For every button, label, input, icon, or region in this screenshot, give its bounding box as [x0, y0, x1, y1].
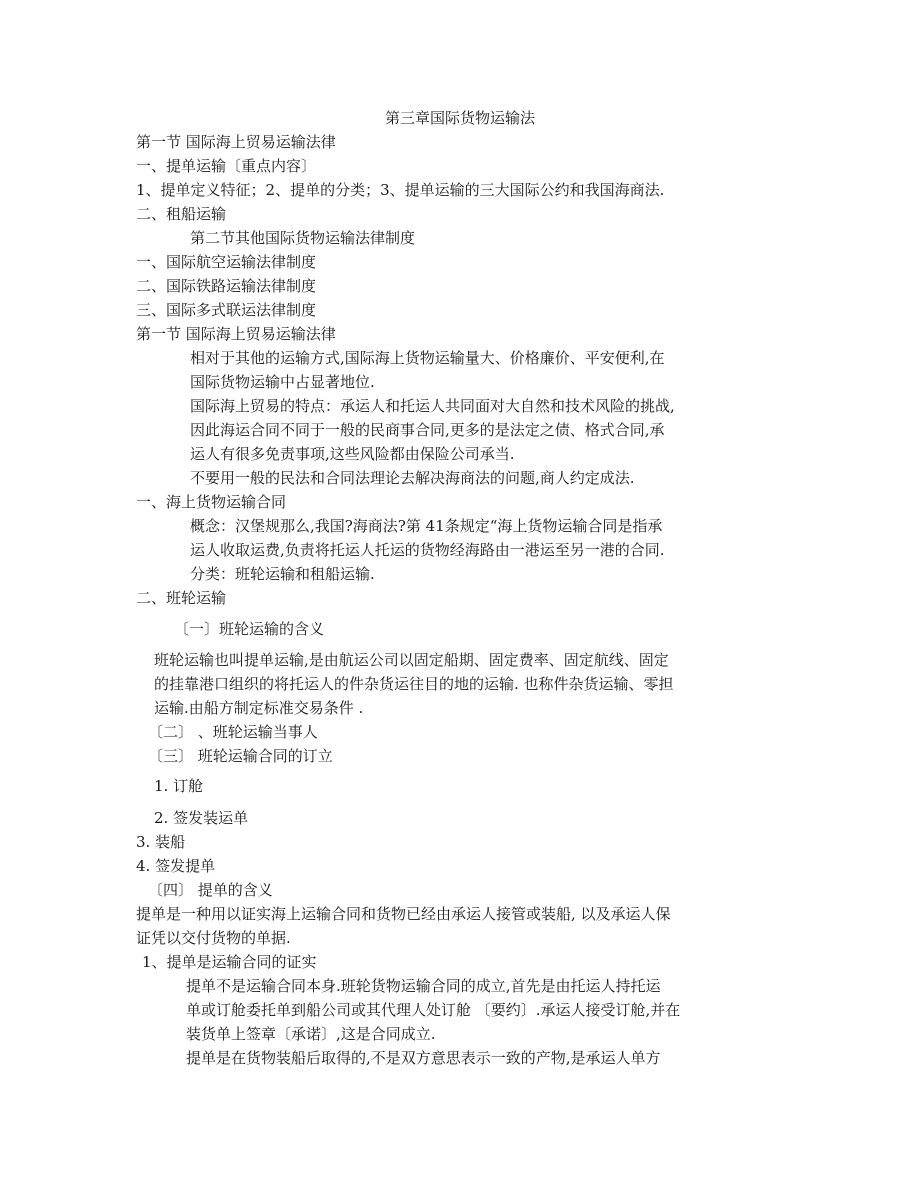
paragraph-line: 班轮运输也叫提单运输,是由航运公司以固定船期、固定费率、固定航线、固定 [154, 651, 669, 669]
paragraph-line: 分类：班轮运输和租船运输. [190, 565, 375, 583]
paragraph-line: 提单不是运输合同本身.班轮货物运输合同的成立,首先是由托运人持托运 [186, 977, 661, 995]
subsection-heading: 一、海上货物运输合同 [136, 493, 287, 511]
subsection-heading: 二、国际铁路运输法律制度 [136, 277, 317, 295]
paragraph-line: 运人有很多免责事项,这些风险都由保险公司承当. [190, 445, 515, 463]
paragraph-line: 不要用一般的民法和合同法理论去解决海商法的问题,商人约定成法. [190, 469, 635, 487]
paragraph-line: 运输.由船方制定标准交易条件 . [154, 699, 364, 717]
list-item: 2. 签发装运单 [154, 809, 249, 827]
paragraph-line: 提单是一种用以证实海上运输合同和货物已经由承运人接管或装船, 以及承运人保 [136, 905, 671, 923]
text-line: 1、提单定义特征；2、提单的分类；3、提单运输的三大国际公约和我国海商法. [136, 181, 665, 199]
subsection-heading: 三、国际多式联运法律制度 [136, 301, 317, 319]
paragraph-line: 因此海运合同不同于一般的民商事合同,更多的是法定之债、格式合同,承 [190, 421, 665, 439]
list-item: 4. 签发提单 [136, 857, 216, 875]
subsection-heading: 〔一〕班轮运输的含义 [174, 620, 325, 638]
subsection-heading: 〔三〕 班轮运输合同的订立 [148, 747, 333, 765]
paragraph-line: 证凭以交付货物的单据. [136, 929, 291, 947]
list-item: 3. 装船 [136, 833, 186, 851]
subsection-heading: 二、租船运输 [136, 205, 227, 223]
paragraph-line: 装货单上签章〔承诺〕,这是合同成立. [186, 1025, 436, 1043]
subsection-heading: 二、班轮运输 [136, 589, 227, 607]
section-heading: 第一节 国际海上贸易运输法律 [136, 133, 336, 151]
list-item: 1. 订舱 [154, 777, 204, 795]
paragraph-line: 的挂靠港口组织的将托运人的件杂货运往目的地的运输. 也称件杂货运输、零担 [154, 675, 674, 693]
subsection-heading: 1、提单是运输合同的证实 [142, 953, 317, 971]
paragraph-line: 国际海上贸易的特点：承运人和托运人共同面对大自然和技术风险的挑战, [190, 397, 675, 415]
section-heading: 第二节其他国际货物运输法律制度 [190, 229, 416, 247]
paragraph-line: 国际货物运输中占显著地位. [190, 373, 375, 391]
subsection-heading: 一、提单运输〔重点内容〕 [136, 157, 317, 175]
paragraph-line: 运人收取运费,负责将托运人托运的货物经海路由一港运至另一港的合同. [190, 541, 665, 559]
subsection-heading: 〔二〕 、班轮运输当事人 [148, 723, 318, 741]
paragraph-line: 相对于其他的运输方式,国际海上货物运输量大、价格廉价、平安便利,在 [190, 349, 665, 367]
paragraph-line: 概念：汉堡规那么,我国?海商法?第 41条规定“海上货物运输合同是指承 [190, 517, 663, 535]
paragraph-line: 单或订舱委托单到船公司或其代理人处订舱 〔要约〕.承运人接受订舱,并在 [186, 1001, 681, 1019]
section-heading: 第一节 国际海上贸易运输法律 [136, 325, 336, 343]
subsection-heading: 〔四〕 提单的含义 [148, 881, 273, 899]
subsection-heading: 一、国际航空运输法律制度 [136, 253, 317, 271]
paragraph-line: 提单是在货物装船后取得的,不是双方意思表示一致的产物,是承运人单方 [186, 1049, 661, 1067]
document-title: 第三章国际货物运输法 [384, 109, 535, 127]
